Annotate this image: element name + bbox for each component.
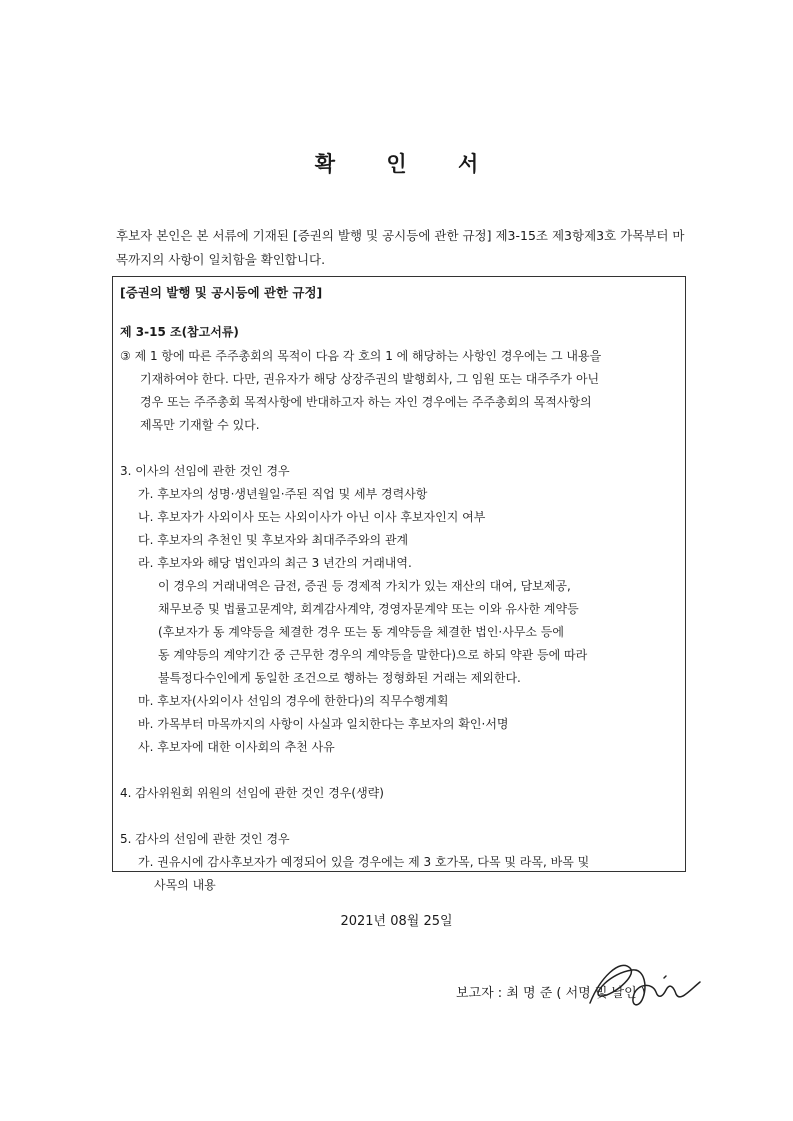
list-item-detail: 채무보증 및 법률고문계약, 회계감사계약, 경영자문계약 또는 이와 유사한 계약등 (158, 602, 579, 616)
list-item: 사. 후보자에 대한 이사회의 추천 사유 (138, 740, 335, 754)
list-item-detail: 동 계약등의 계약기간 중 근무한 경우의 계약등을 말한다)으로 하되 약관 등에 따라 (158, 648, 588, 662)
paragraph-line: 경우 또는 주주총회 목적사항에 반대하고자 하는 자인 경우에는 주주총회의 목적사항의 (140, 395, 592, 409)
document-title: 확 인 서 (314, 152, 501, 176)
list-item-detail: 불특정다수인에게 동일한 조건으로 행하는 정형화된 거래는 제외한다. (158, 671, 521, 685)
intro-paragraph: 후보자 본인은 본 서류에 기재된 [증권의 발행 및 공시등에 관한 규정] 제3-15조 제3항제3호 가목부터 마목까지의 사항이 일치함을 확인합니다. (116, 228, 685, 267)
list-item-detail: 이 경우의 거래내역은 금전, 증권 등 경제적 가치가 있는 재산의 대여, 담보제공, (158, 579, 571, 593)
list-item: 마. 후보자(사외이사 선임의 경우에 한한다)의 직무수행계획 (138, 694, 449, 708)
list-item: 가. 후보자의 성명·생년월일·주된 직업 및 세부 경력사항 (138, 487, 428, 501)
article-title: 제 3-15 조(참고서류) (120, 325, 239, 339)
document-date: 2021년 08월 25일 (340, 914, 453, 929)
list-item: 다. 후보자의 추천인 및 후보자와 최대주주와의 관계 (138, 533, 409, 547)
regulation-heading: [증권의 발행 및 공시등에 관한 규정] (120, 285, 323, 300)
paragraph-line: 제목만 기재할 수 있다. (140, 418, 260, 432)
list-item-detail: (후보자가 동 계약등을 체결한 경우 또는 동 계약등을 체결한 법인·사무소 등에 (158, 625, 564, 639)
list-item: 가. 권유시에 감사후보자가 예정되어 있을 경우에는 제 3 호가목, 다목 및 라목, 바목 및 (138, 855, 590, 869)
paragraph-line: ③ 제 1 항에 따른 주주총회의 목적이 다음 각 호의 1 에 해당하는 사항인 경우에는 그 내용을 (120, 349, 602, 363)
signer-line: 보고자 : 최 명 준 ( 서명 및 날인 ) (456, 986, 646, 1001)
paragraph-line: 기재하여야 한다. 다만, 권유자가 해당 상장주권의 발행회사, 그 임원 또는 대주주가 아닌 (140, 372, 600, 386)
section-title: 3. 이사의 선임에 관한 것인 경우 (120, 464, 290, 478)
section-title: 4. 감사위원회 위원의 선임에 관한 것인 경우(생략) (120, 786, 384, 800)
regulation-box (112, 276, 686, 872)
section-title: 5. 감사의 선임에 관한 것인 경우 (120, 832, 290, 846)
list-item: 라. 후보자와 해당 법인과의 최근 3 년간의 거래내역. (138, 556, 412, 570)
handwritten-signature (570, 948, 720, 1018)
list-item: 나. 후보자가 사외이사 또는 사외이사가 아닌 이사 후보자인지 여부 (138, 510, 486, 524)
list-item-detail: 사목의 내용 (154, 878, 216, 892)
list-item: 바. 가목부터 마목까지의 사항이 사실과 일치한다는 후보자의 확인·서명 (138, 717, 509, 731)
